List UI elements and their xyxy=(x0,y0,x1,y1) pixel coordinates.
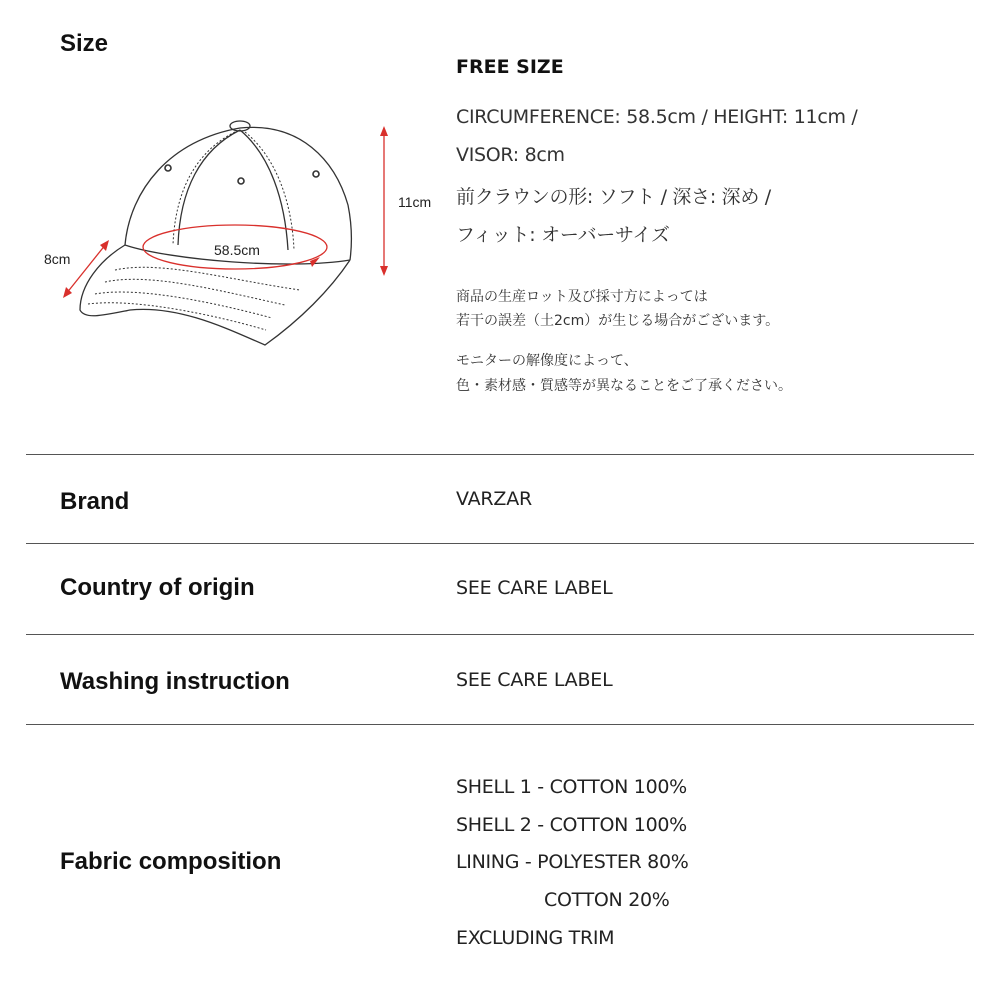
divider xyxy=(26,454,974,455)
arrow-down-icon xyxy=(380,266,388,276)
washing-instruction-value: SEE CARE LABEL xyxy=(456,669,613,691)
cap-outline xyxy=(80,121,351,345)
visor-label: 8cm xyxy=(44,251,71,267)
country-of-origin-label: Country of origin xyxy=(60,574,255,601)
brand-value: VARZAR xyxy=(456,488,532,510)
circumference-label: 58.5cm xyxy=(214,242,260,258)
fabric-line: SHELL 1 - COTTON 100% xyxy=(456,776,687,798)
height-label: 11cm xyxy=(398,194,432,210)
divider xyxy=(26,543,974,544)
size-heading: Size xyxy=(60,30,109,57)
arrow-up-icon xyxy=(380,126,388,136)
spec-line: 前クラウンの形: ソフト / 深さ: 深め / xyxy=(456,186,771,208)
note-line: 商品の生産ロット及び採寸方によっては xyxy=(456,289,708,305)
spec-line: VISOR: 8cm xyxy=(456,144,565,166)
spec-line: CIRCUMFERENCE: 58.5cm / HEIGHT: 11cm / xyxy=(456,106,858,128)
divider xyxy=(26,724,974,725)
spec-line: フィット: オーバーサイズ xyxy=(456,224,670,246)
washing-instruction-label: Washing instruction xyxy=(60,668,290,695)
note-line: 色・素材感・質感等が異なることをご了承ください。 xyxy=(456,378,792,394)
eyelet-icon xyxy=(238,178,244,184)
divider xyxy=(26,634,974,635)
fabric-line: SHELL 2 - COTTON 100% xyxy=(456,814,687,836)
brand-label: Brand xyxy=(60,488,130,515)
eyelet-icon xyxy=(313,171,319,177)
note-line: モニターの解像度によって、 xyxy=(456,353,638,369)
note-line: 若干の誤差（土2cm）が生じる場合がございます。 xyxy=(456,313,780,329)
fabric-line: EXCLUDING TRIM xyxy=(456,927,615,949)
fabric-composition-label: Fabric composition xyxy=(60,848,282,875)
fabric-line: COTTON 20% xyxy=(544,889,670,911)
fabric-line: LINING - POLYESTER 80% xyxy=(456,851,689,873)
free-size-heading: FREE SIZE xyxy=(456,56,564,78)
cap-diagram xyxy=(30,110,450,360)
country-of-origin-value: SEE CARE LABEL xyxy=(456,577,613,599)
eyelet-icon xyxy=(165,165,171,171)
